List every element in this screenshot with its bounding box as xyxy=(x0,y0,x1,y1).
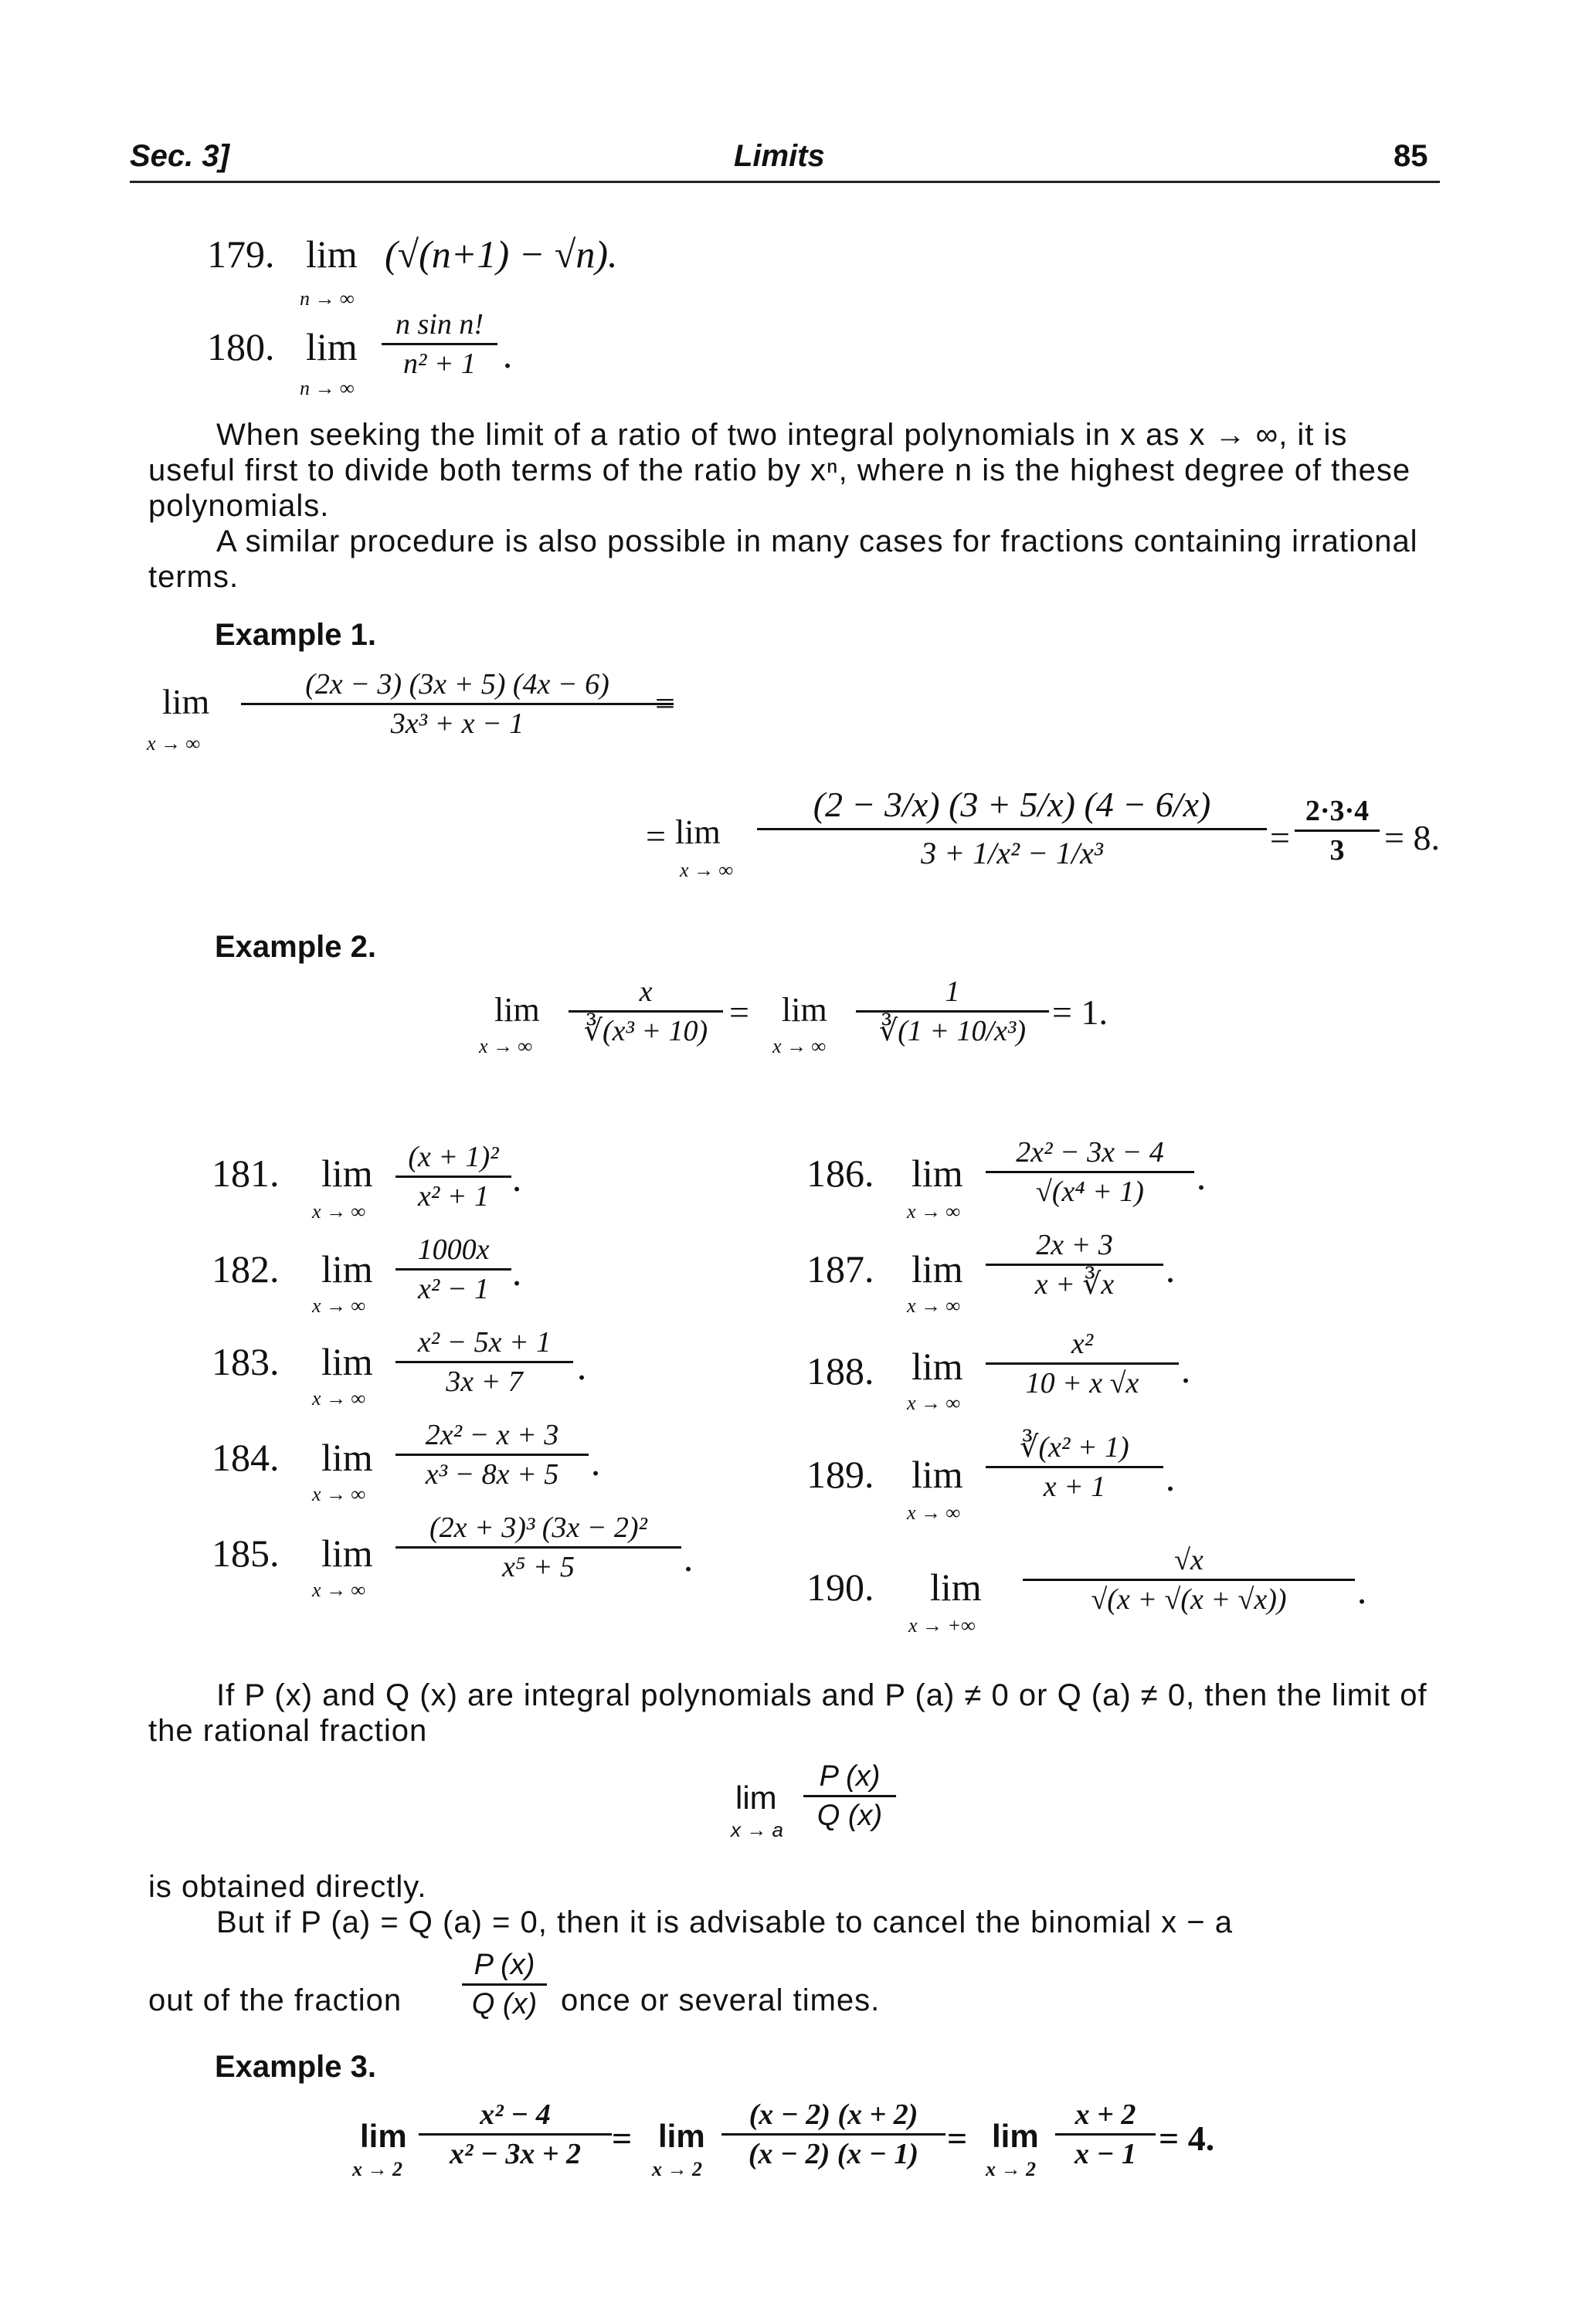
lim-operator: lim xyxy=(360,2118,407,2154)
paragraph-line-after xyxy=(148,1869,1431,1905)
fraction xyxy=(986,1228,1163,1301)
lim-subscript: x → ∞ xyxy=(312,1200,366,1223)
lim-subscript: x → ∞ xyxy=(312,1387,366,1410)
paragraph-cancel-binomial xyxy=(148,1905,1431,1940)
fraction xyxy=(396,1511,681,1584)
result: = 8. xyxy=(1384,818,1440,857)
lim-subscript: x → +∞ xyxy=(908,1614,976,1637)
fraction-bar xyxy=(986,1466,1163,1468)
fraction-bar xyxy=(396,1454,589,1456)
lim-operator: lim xyxy=(321,1436,373,1479)
lim-operator: lim xyxy=(306,232,358,276)
fraction xyxy=(462,1948,547,2021)
numerator: √x xyxy=(1174,1544,1203,1576)
denominator: 10 + x √x xyxy=(1025,1367,1139,1399)
lim-subscript: n → ∞ xyxy=(300,377,355,399)
fraction-bar xyxy=(856,1010,1049,1013)
page-number: 85 xyxy=(1394,139,1428,173)
fraction xyxy=(986,1430,1163,1504)
lim-operator: lim xyxy=(321,1247,373,1291)
fraction-bar xyxy=(1055,2133,1156,2136)
denominator: √(x + √(x + √x)) xyxy=(1091,1583,1287,1616)
trailing-period: . xyxy=(1166,1456,1176,1499)
numerator: 2x² − 3x − 4 xyxy=(1016,1136,1164,1169)
numerator: (x + 1)² xyxy=(408,1141,499,1173)
problem-number: 181. xyxy=(212,1152,280,1195)
trailing-period: . xyxy=(513,1156,523,1199)
lim-operator: lim xyxy=(675,813,721,851)
lim-subscript: x → ∞ xyxy=(772,1035,827,1057)
denominator: 3 xyxy=(1329,834,1345,867)
fraction-bar xyxy=(721,2133,945,2136)
lim-operator: lim xyxy=(658,2118,705,2154)
numerator: x + 2 xyxy=(1074,2098,1136,2131)
lim-operator: lim xyxy=(735,1779,777,1816)
denominator: x³ − 8x + 5 xyxy=(425,1458,559,1491)
example-3-label: Example 3. xyxy=(215,2050,377,2084)
lim-subscript: x → ∞ xyxy=(680,859,734,881)
paragraph-rational-fraction xyxy=(148,1678,1431,1749)
problem-number: 184. xyxy=(212,1436,280,1479)
paragraph-line: When seeking the limit of a ratio of two integral polynomials in x as x → ∞, it is useful first to divide both terms of the ratio by xⁿ, where n is the highest degree of these polynomials. xyxy=(148,418,1411,523)
fraction-bar xyxy=(803,1795,896,1797)
lim-subscript: x → ∞ xyxy=(312,1579,366,1601)
lim-subscript: x → 2 xyxy=(652,2158,702,2180)
problem-number: 189. xyxy=(806,1453,874,1496)
fraction xyxy=(569,975,723,1048)
fraction-bar xyxy=(569,1010,723,1013)
paragraph-line: But if P (a) = Q (a) = 0, then it is advisable to cancel the binomial x − a xyxy=(216,1905,1234,1939)
numerator: 1000x xyxy=(417,1233,490,1266)
denominator: n² + 1 xyxy=(402,348,477,380)
numerator: n sin n! xyxy=(396,308,484,341)
lim-operator: lim xyxy=(162,682,210,721)
fraction xyxy=(419,2098,612,2171)
paragraph-line: A similar procedure is also possible in many cases for fractions containing irrational terms. xyxy=(148,524,1418,594)
fraction xyxy=(757,783,1267,875)
lim-operator: lim xyxy=(321,1152,373,1195)
lim-subscript: n → ∞ xyxy=(300,287,355,310)
lim-subscript: x → ∞ xyxy=(907,1392,961,1414)
trailing-period: . xyxy=(578,1345,588,1388)
fraction xyxy=(241,667,674,741)
fraction xyxy=(856,975,1049,1048)
fraction-bar xyxy=(419,2133,612,2136)
paragraph-line: If P (x) and Q (x) are integral polynomials and P (a) ≠ 0 or Q (a) ≠ 0, then the limit of the rational fraction xyxy=(148,1678,1428,1748)
trailing-period: . xyxy=(1197,1155,1207,1198)
fraction-bar xyxy=(382,343,497,345)
equals-sign: = xyxy=(1270,818,1290,857)
problem-number: 186. xyxy=(806,1152,874,1195)
equals-sign: = xyxy=(655,684,675,723)
lim-operator: lim xyxy=(321,1532,373,1575)
denominator: ∛(1 + 10/x³) xyxy=(879,1015,1026,1047)
result: = 4. xyxy=(1159,2119,1215,2158)
fraction xyxy=(803,1759,896,1833)
page-title: Limits xyxy=(734,139,825,173)
denominator: x + 1 xyxy=(1043,1471,1106,1503)
fraction xyxy=(721,2098,945,2171)
denominator: x − 1 xyxy=(1074,2138,1137,2170)
lim-operator: lim xyxy=(912,1453,963,1496)
paragraph-line: is obtained directly. xyxy=(148,1870,427,1904)
numerator: P (x) xyxy=(474,1949,535,1981)
lim-subscript: x → 2 xyxy=(986,2158,1036,2180)
problem-expression: (√(n+1) − √n). xyxy=(385,232,618,276)
denominator: x² + 1 xyxy=(418,1180,489,1213)
fraction xyxy=(382,307,497,381)
problem-number: 179. xyxy=(207,232,275,276)
section-label: Sec. 3] xyxy=(130,139,229,173)
trailing-period: . xyxy=(504,333,514,376)
fraction-bar xyxy=(757,828,1267,830)
result-fraction xyxy=(1295,794,1380,867)
trailing-period: . xyxy=(592,1440,602,1484)
denominator: Q (x) xyxy=(816,1800,883,1832)
lim-subscript: x → ∞ xyxy=(147,732,201,755)
numerator: 2·3·4 xyxy=(1305,795,1370,827)
fraction xyxy=(396,1325,573,1399)
lim-operator: lim xyxy=(782,991,827,1029)
trailing-period: . xyxy=(684,1536,694,1579)
lim-operator: lim xyxy=(992,2118,1039,2154)
numerator: x² xyxy=(1071,1328,1094,1360)
numerator: 2x + 3 xyxy=(1036,1229,1113,1261)
fraction-bar xyxy=(1023,1579,1355,1581)
fraction xyxy=(986,1327,1179,1400)
problem-number: 185. xyxy=(212,1532,280,1575)
numerator: x² − 5x + 1 xyxy=(417,1326,552,1359)
numerator: x² − 4 xyxy=(480,2098,551,2131)
fraction-bar xyxy=(986,1264,1163,1266)
fraction xyxy=(396,1418,589,1491)
problem-number: 182. xyxy=(212,1247,280,1291)
fraction-bar xyxy=(986,1171,1194,1173)
lim-subscript: x → ∞ xyxy=(907,1501,961,1524)
result: = 1. xyxy=(1052,992,1108,1032)
paragraph-text: out of the fraction xyxy=(148,1983,402,2017)
fraction-bar xyxy=(396,1361,573,1363)
lim-subscript: x → ∞ xyxy=(479,1035,533,1057)
fraction-bar xyxy=(396,1176,511,1178)
lim-operator: lim xyxy=(912,1345,963,1388)
trailing-period: . xyxy=(1166,1247,1176,1291)
problem-number: 187. xyxy=(806,1247,874,1291)
lim-operator: lim xyxy=(306,325,358,368)
fraction-bar xyxy=(396,1268,511,1271)
lim-subscript: x → ∞ xyxy=(312,1483,366,1505)
numerator: (x − 2) (x + 2) xyxy=(749,2098,918,2131)
paragraph-ratio-method xyxy=(148,417,1431,595)
trailing-period: . xyxy=(1182,1348,1192,1391)
fraction xyxy=(1023,1543,1355,1617)
paragraph-text: once or several times. xyxy=(561,1983,881,2017)
denominator: ∛(x³ + 10) xyxy=(583,1015,708,1047)
numerator: x xyxy=(639,975,653,1008)
lim-subscript: x → ∞ xyxy=(907,1200,961,1223)
trailing-period: . xyxy=(1358,1569,1368,1612)
denominator: Q (x) xyxy=(471,1988,538,2020)
denominator: x⁵ + 5 xyxy=(502,1551,575,1583)
lim-subscript: x → ∞ xyxy=(907,1294,961,1317)
equals-sign: = xyxy=(947,2119,968,2158)
denominator: x + ∛x xyxy=(1034,1268,1115,1301)
trailing-period: . xyxy=(513,1250,523,1294)
lim-operator: lim xyxy=(494,991,540,1029)
fraction-bar xyxy=(462,1983,547,1986)
numerator: (2 − 3/x) (3 + 5/x) (4 − 6/x) xyxy=(813,785,1211,824)
fraction-bar xyxy=(396,1546,681,1549)
fraction xyxy=(396,1140,511,1213)
equals-sign: = xyxy=(729,992,749,1032)
problem-number: 190. xyxy=(806,1566,874,1609)
denominator: x² − 3x + 2 xyxy=(449,2138,582,2170)
denominator: x² − 1 xyxy=(418,1273,489,1305)
lim-subscript: x → 2 xyxy=(352,2158,402,2180)
fraction xyxy=(396,1233,511,1306)
lim-operator: lim xyxy=(912,1247,963,1291)
fraction xyxy=(986,1135,1194,1209)
lim-subscript: x → ∞ xyxy=(312,1294,366,1317)
numerator: P (x) xyxy=(819,1760,881,1793)
example-2-label: Example 2. xyxy=(215,930,377,964)
denominator: 3x + 7 xyxy=(446,1366,523,1398)
denominator: (x − 2) (x − 1) xyxy=(748,2138,919,2170)
numerator: ∛(x² + 1) xyxy=(1020,1431,1129,1464)
denominator: 3x³ + x − 1 xyxy=(390,707,525,740)
equals-sign: = xyxy=(612,2119,633,2158)
fraction-bar xyxy=(241,703,674,705)
problem-number: 180. xyxy=(207,325,275,368)
fraction-bar xyxy=(986,1362,1179,1365)
denominator: 3 + 1/x² − 1/x³ xyxy=(921,836,1103,870)
fraction xyxy=(1055,2098,1156,2171)
problem-number: 183. xyxy=(212,1340,280,1383)
numerator: 1 xyxy=(945,975,960,1008)
lim-operator: lim xyxy=(912,1152,963,1195)
lim-operator: lim xyxy=(930,1566,982,1609)
lim-operator: lim xyxy=(321,1340,373,1383)
denominator: √(x⁴ + 1) xyxy=(1036,1176,1144,1208)
problem-number: 188. xyxy=(806,1349,874,1393)
example-1-label: Example 1. xyxy=(215,618,377,652)
header-rule xyxy=(130,181,1440,183)
numerator: (2x − 3) (3x + 5) (4x − 6) xyxy=(305,668,609,701)
fraction-bar xyxy=(1295,830,1380,832)
equals-sign: = xyxy=(646,816,666,856)
numerator: (2x + 3)³ (3x − 2)² xyxy=(429,1511,647,1544)
numerator: 2x² − x + 3 xyxy=(425,1419,559,1451)
lim-subscript: x → a xyxy=(731,1818,783,1841)
